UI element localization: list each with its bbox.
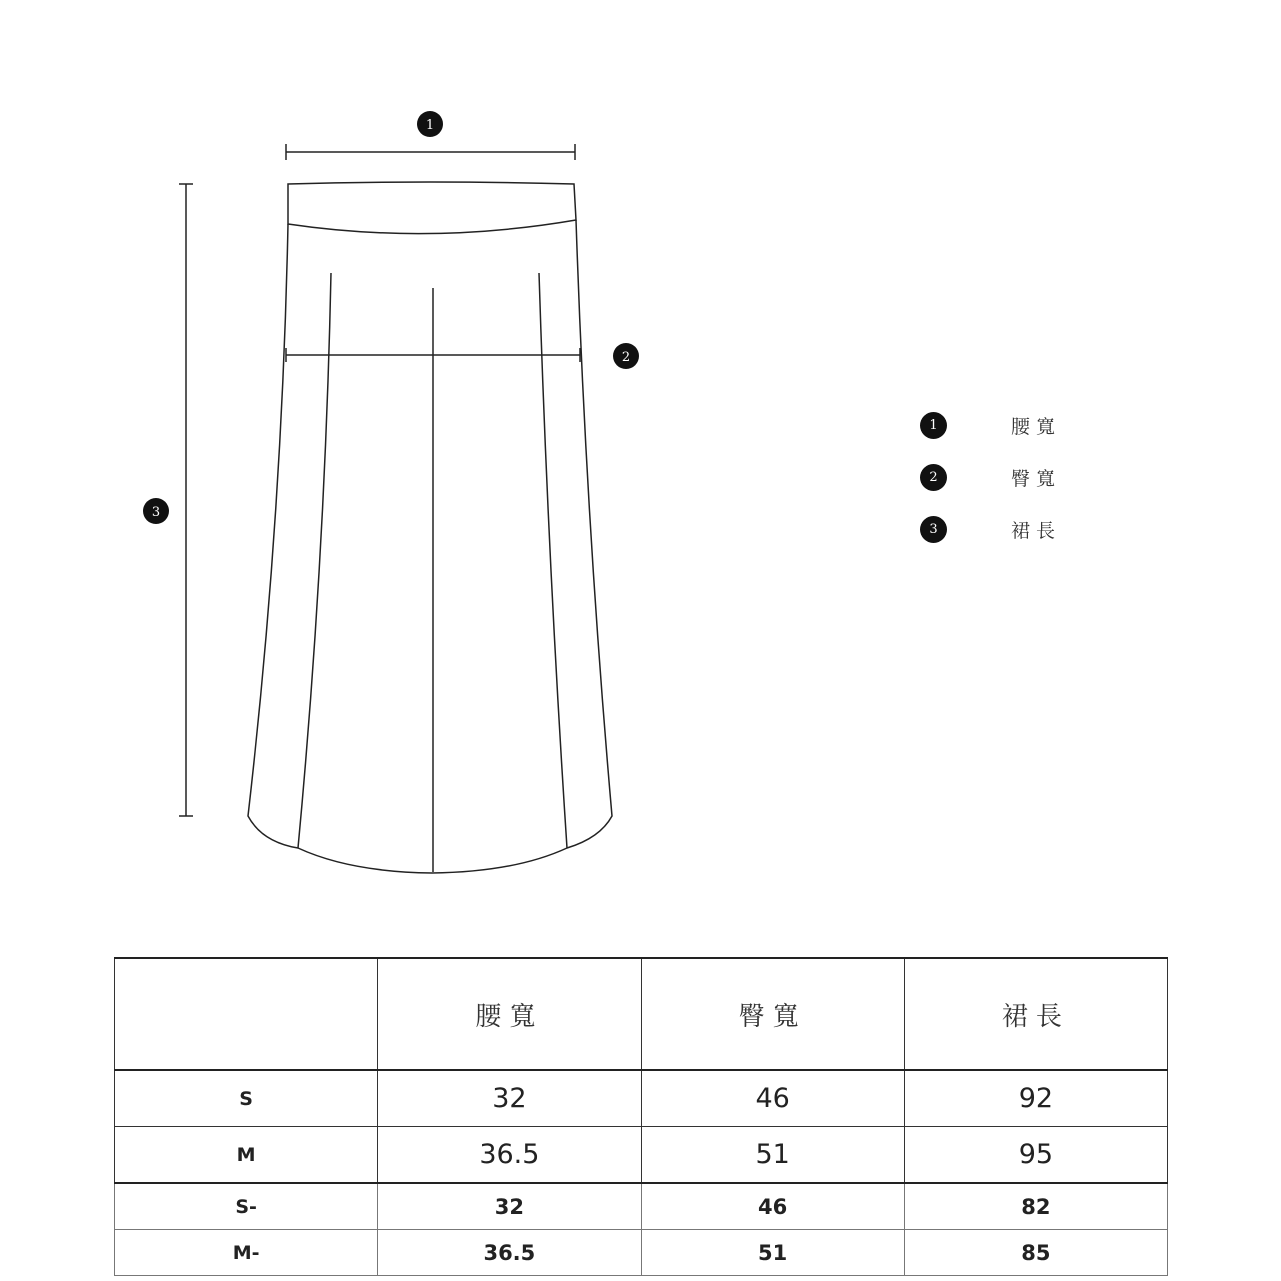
waist-dimension-line xyxy=(286,144,575,160)
hip-cell: 51 xyxy=(641,1230,904,1276)
size-cell: M xyxy=(115,1127,378,1184)
legend-label: 腰寬 xyxy=(1011,415,1062,438)
svg-text:2: 2 xyxy=(621,350,631,365)
marker-1 xyxy=(417,111,443,137)
table-row xyxy=(115,1230,1168,1276)
length-cell: 85 xyxy=(904,1230,1167,1276)
size-cell: S- xyxy=(115,1183,378,1230)
header-cell-empty xyxy=(115,958,378,1070)
size-table xyxy=(114,957,1168,1276)
size-cell: S xyxy=(115,1070,378,1127)
length-cell: 92 xyxy=(904,1070,1167,1127)
table-row xyxy=(115,1127,1168,1184)
skirt-outline xyxy=(248,182,612,873)
waist-cell: 32 xyxy=(378,1183,641,1230)
length-dimension-line xyxy=(179,184,193,816)
table-row xyxy=(115,1070,1168,1127)
svg-text:1: 1 xyxy=(425,118,435,133)
legend-badge: 2 xyxy=(920,464,947,491)
table-header-row xyxy=(115,958,1168,1070)
table-row xyxy=(115,1183,1168,1230)
length-cell: 95 xyxy=(904,1127,1167,1184)
hip-cell: 46 xyxy=(641,1183,904,1230)
legend-item-waist xyxy=(920,399,1061,451)
waist-cell: 32 xyxy=(378,1070,641,1127)
hip-cell: 46 xyxy=(641,1070,904,1127)
legend-label: 裙長 xyxy=(1011,519,1062,542)
measurement-legend xyxy=(920,399,1061,555)
marker-2 xyxy=(613,343,639,369)
header-cell-length: 裙長 xyxy=(904,958,1167,1070)
legend-item-length xyxy=(920,503,1061,555)
legend-item-hip xyxy=(920,451,1061,503)
size-cell: M- xyxy=(115,1230,378,1276)
header-cell-waist: 腰寬 xyxy=(378,958,641,1070)
hip-cell: 51 xyxy=(641,1127,904,1184)
length-cell: 82 xyxy=(904,1183,1167,1230)
svg-text:3: 3 xyxy=(151,505,161,520)
legend-label: 臀寬 xyxy=(1011,467,1062,490)
waist-cell: 36.5 xyxy=(378,1230,641,1276)
waist-cell: 36.5 xyxy=(378,1127,641,1184)
marker-3 xyxy=(143,498,169,524)
legend-badge: 3 xyxy=(920,516,947,543)
legend-badge: 1 xyxy=(920,412,947,439)
header-cell-hip: 臀寬 xyxy=(641,958,904,1070)
